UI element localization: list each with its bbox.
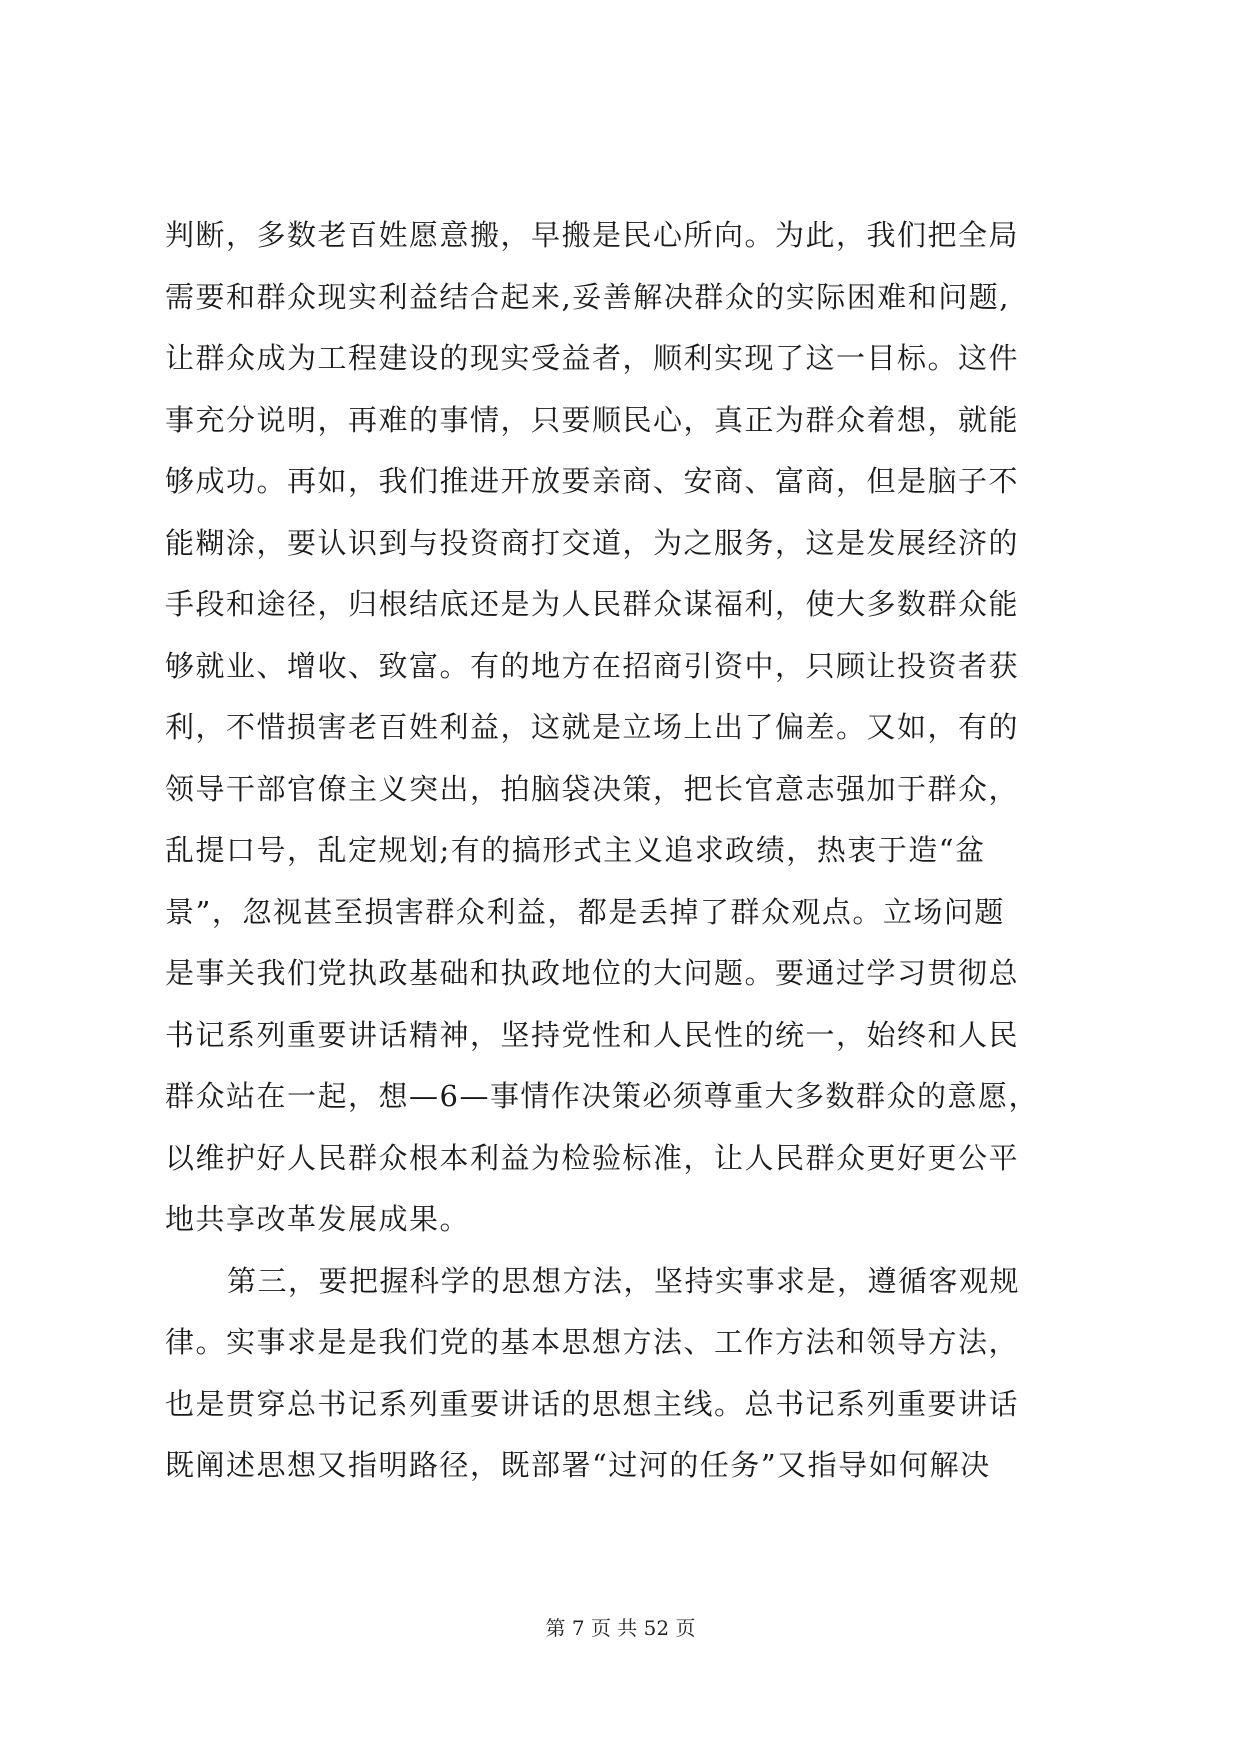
text-line: 事充分说明，再难的事情，只要顺民心，真正为群众着想，就能 (165, 402, 1020, 437)
text-line: 乱提口号，乱定规划;有的搞形式主义追求政绩，热衷于造“盆 (165, 833, 986, 867)
text-line: 地共享改革发展成果。 (165, 1202, 471, 1236)
text-line: 领导干部官僚主义突出，拍脑袋决策，把长官意志强加于群众， (165, 771, 1020, 806)
page-footer: 第 7 页 共 52 页 (545, 1616, 696, 1640)
text-line: 利，不惜损害老百姓利益，这就是立场上出了偏差。又如，有的 (165, 710, 1020, 744)
text-line: 需要和群众现实利益结合起来,妥善解决群众的实际困难和问题, (165, 279, 1010, 314)
text-line: 够就业、增收、致富。有的地方在招商引资中，只顾让投资者获 (165, 648, 1020, 683)
text-line: 既阐述思想又指明路径，既部署“过河的任务”又指导如何解决 (165, 1448, 991, 1482)
text-line: 让群众成为工程建设的现实受益者，顺利实现了这一目标。这件 (165, 341, 1020, 375)
text-line: 群众站在一起，想—6—事情作决策必须尊重大多数群众的意愿， (165, 1079, 1039, 1113)
text-line: 够成功。再如，我们推进开放要亲商、安商、富商，但是脑子不 (165, 464, 1020, 498)
text-line: 是事关我们党执政基础和执政地位的大问题。要通过学习贯彻总 (165, 956, 1020, 990)
text-line: 能糊涂，要认识到与投资商打交道，为之服务，这是发展经济的 (165, 525, 1020, 560)
text-line: 书记系列重要讲话精神，坚持党性和人民性的统一，始终和人民 (165, 1017, 1020, 1052)
text-line: 手段和途径，归根结底还是为人民群众谋福利，使大多数群众能 (165, 587, 1020, 621)
text-line: 判断，多数老百姓愿意搬，早搬是民心所向。为此，我们把全局 (165, 218, 1020, 252)
body-text (165, 205, 1095, 1497)
text-line: 景”，忽视甚至损害群众利益，都是丢掉了群众观点。立场问题 (165, 894, 1005, 929)
text-line: 律。实事求是是我们党的基本思想方法、工作方法和领导方法， (165, 1325, 1020, 1359)
paragraph-start-line: 第三，要把握科学的思想方法，坚持实事求是，遵循客观规 (227, 1263, 1021, 1298)
text-line: 以维护好人民群众根本利益为检验标准，让人民群众更好更公平 (165, 1140, 1020, 1175)
text-line: 也是贯穿总书记系列重要讲话的思想主线。总书记系列重要讲话 (165, 1386, 1020, 1421)
